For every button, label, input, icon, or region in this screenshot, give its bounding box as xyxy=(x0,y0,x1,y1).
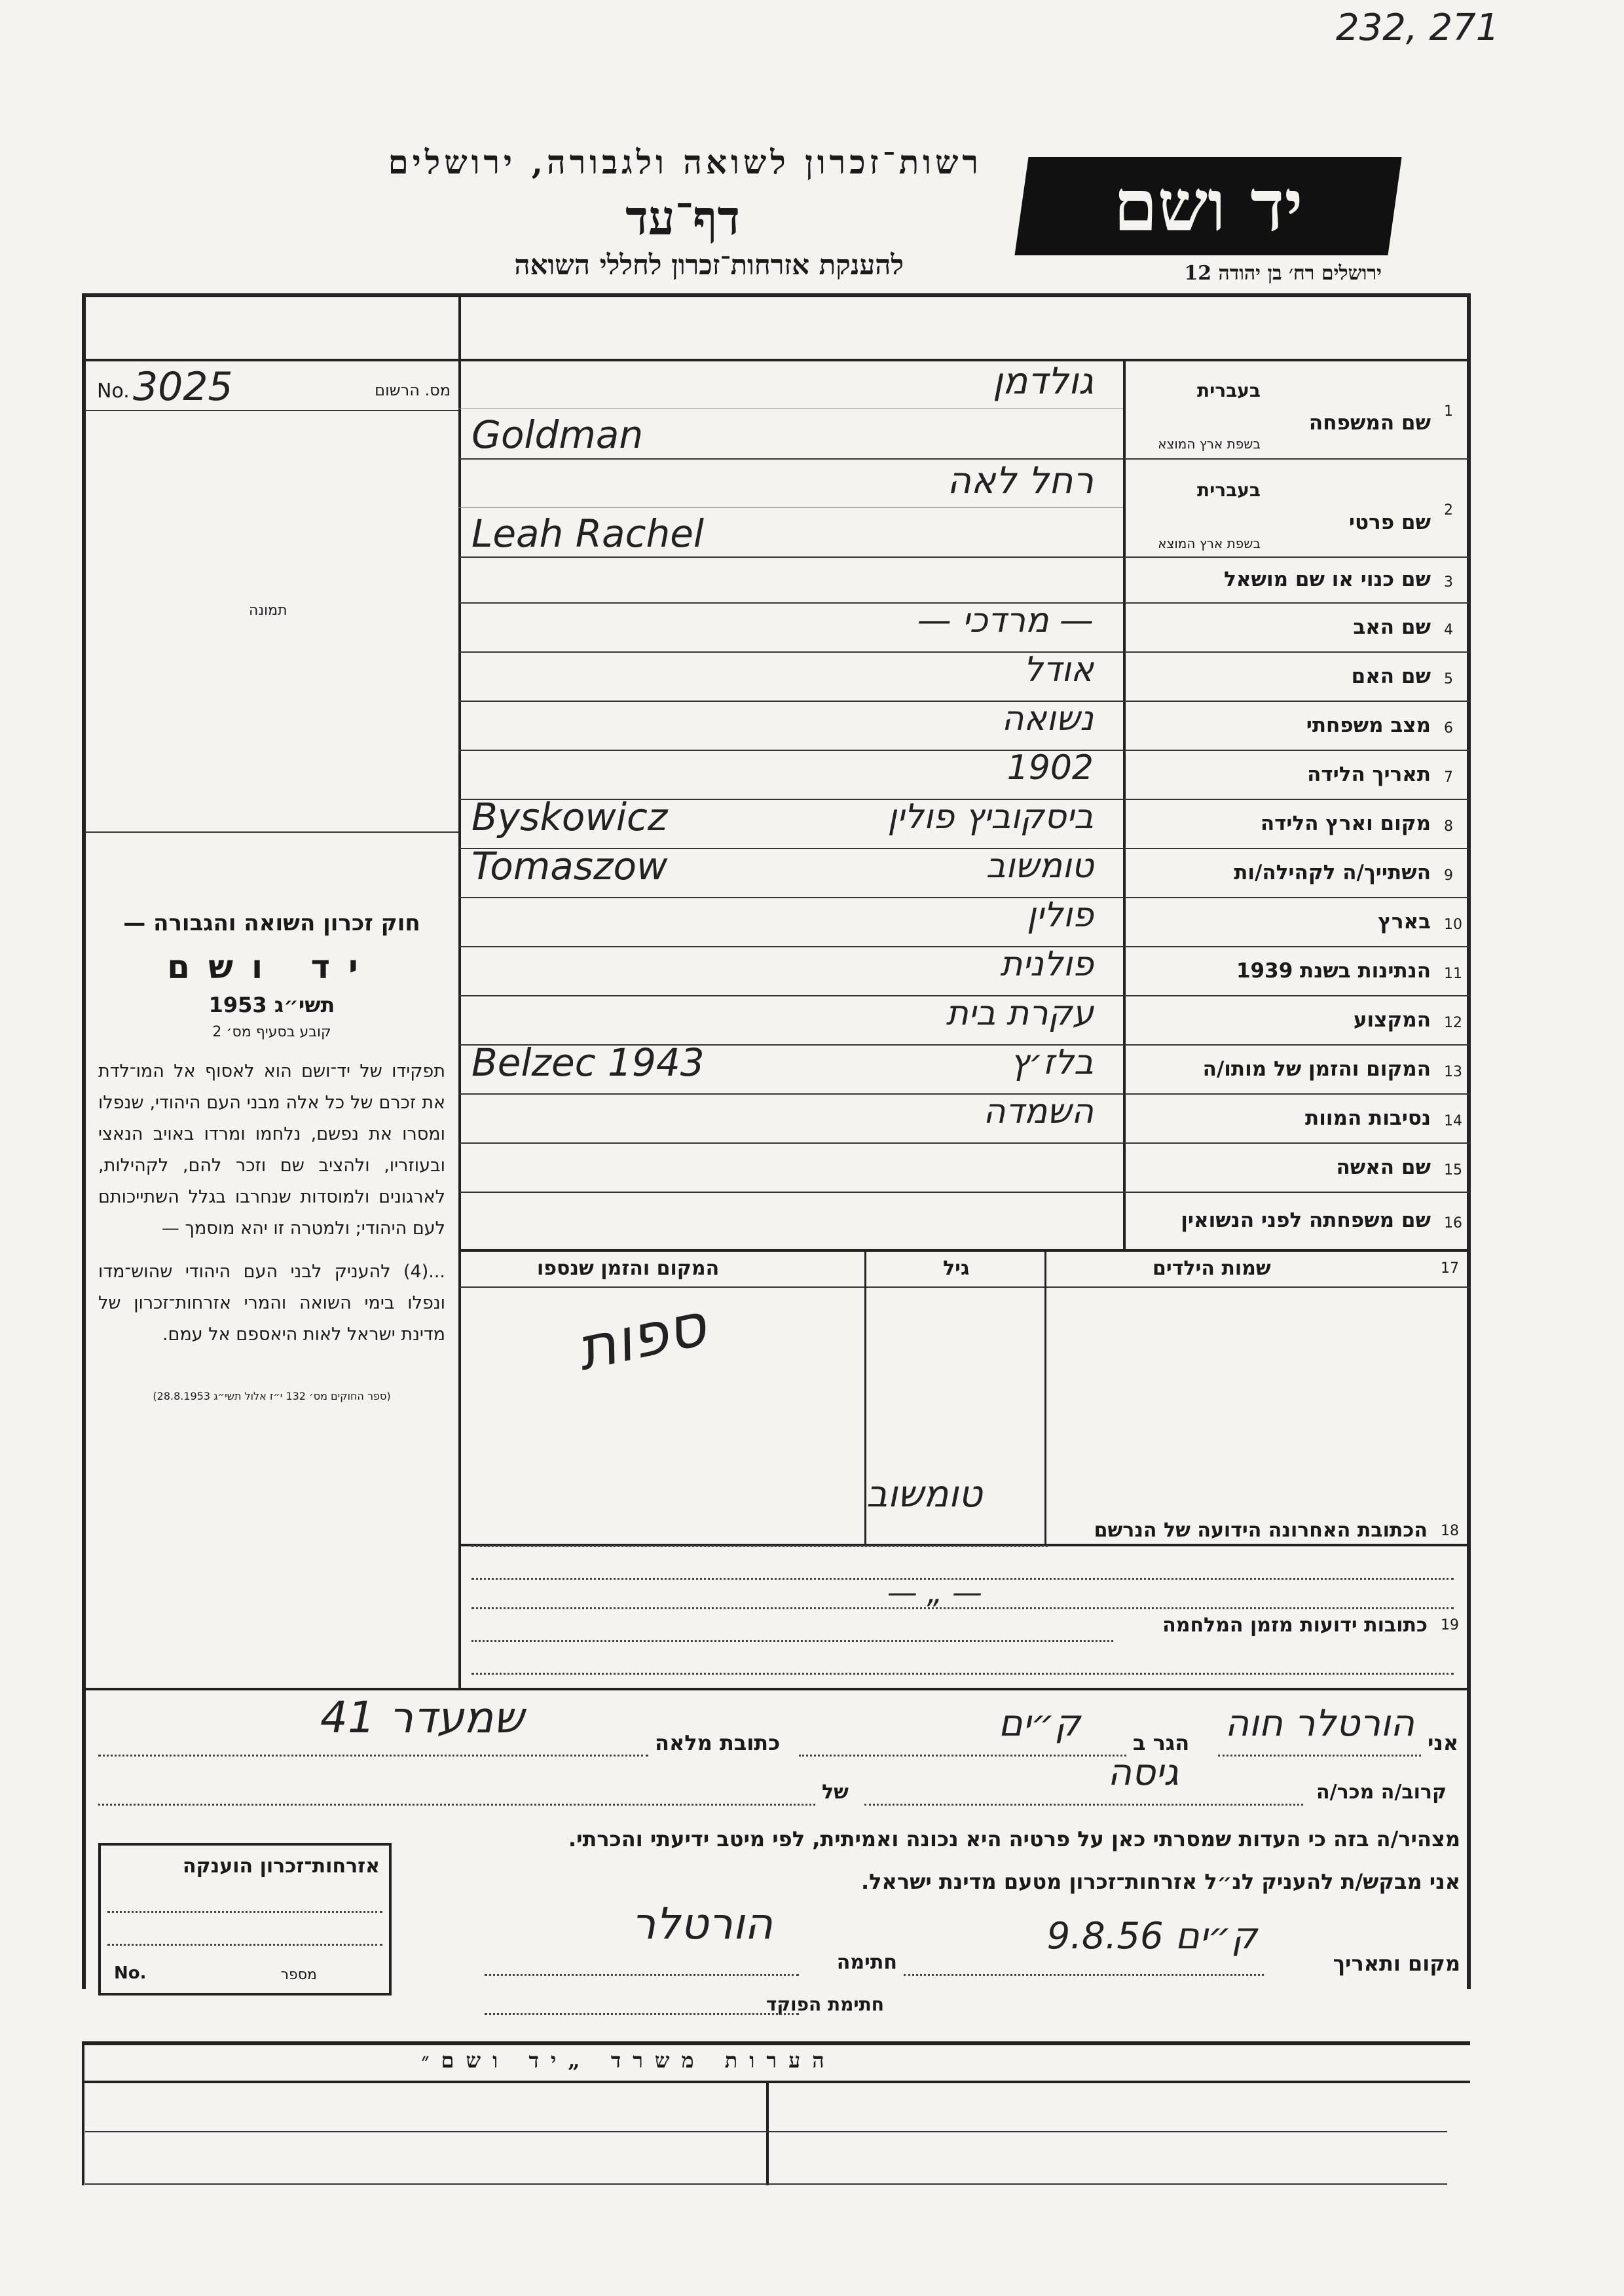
law-citation: (ספר החוקים מס׳ 132 י״ז אלול תשי״ג 28.8.1953) xyxy=(153,1390,391,1402)
field-value[interactable]: השמדה xyxy=(983,1091,1094,1131)
field-value[interactable]: טומשוב xyxy=(986,846,1094,886)
decl-statement-2: אני מבקש/ת להעניק לנ״ל אזרחות־זכרון מטעם מדינת ישראל. xyxy=(861,1869,1460,1894)
field-sub-hebrew: בעברית xyxy=(1196,380,1261,401)
form-title: דף־עד xyxy=(625,190,740,246)
field-number: 12 xyxy=(1444,1014,1462,1031)
field-row-separator xyxy=(458,1142,1470,1144)
field-label: מצב משפחתי xyxy=(1306,713,1431,737)
field-number: 5 xyxy=(1444,670,1453,687)
field-value[interactable]: עקרת בית xyxy=(946,993,1094,1033)
children-handwritten-note[interactable]: ספות xyxy=(570,1290,712,1385)
law-title: חוק זכרון השואה והגבורה — xyxy=(123,910,420,936)
decl-place-date: מקום ותאריך xyxy=(1333,1951,1460,1976)
field-number-17: 17 xyxy=(1441,1260,1459,1277)
field-value[interactable]: ביסקוביץ פולין xyxy=(887,797,1094,837)
law-body: תפקידו של יד־ושם הוא לאסוף אל המו־לדת את זכרם של כל אלה מבני העם היהודי, שנפלו ומסרו את נפשם, נלחמו ומרדו באויב הנאצי ובעוזריו, ולהציב שם וזכר להם, לקהילות, לארגונים ולמוסדות שנחרבו בגלל השתייכותם לעם היהודי; ולמטרה זו יהא מוסמך — xyxy=(98,1061,445,1239)
field-value-latin[interactable]: Leah Rachel xyxy=(471,511,705,556)
field-number: 3 xyxy=(1444,574,1453,591)
field-label: תאריך הלידה xyxy=(1307,762,1431,786)
declarant-relation[interactable]: גיסה xyxy=(1107,1751,1179,1794)
field-label: השתייך/ה לקהילה/ות xyxy=(1234,860,1431,884)
law-clause: ...(4) להעניק לבני העם היהודי שהוש־מדו ונפלו בימי השואה והמרי אזרחות־זכרון של מדינת ישראל לאות היאספם אל עמם. xyxy=(98,1262,445,1345)
field-label: נסיבות המוות xyxy=(1305,1106,1431,1130)
field-number: 1 xyxy=(1444,403,1453,420)
corner-note: 232, 271 xyxy=(1336,7,1500,49)
field-value[interactable]: נשואה xyxy=(1001,699,1094,738)
field-number: 9 xyxy=(1444,867,1453,884)
decl-statement-1: מצהיר/ה בזה כי העדות שמסרתי כאן על פרטיה היא נכונה ואמיתית, לפי מיטב ידיעתי והכרתי. xyxy=(568,1827,1460,1851)
decl-ani: אני xyxy=(1428,1730,1459,1755)
field-value-latin[interactable]: Goldman xyxy=(471,412,644,457)
field-number: 6 xyxy=(1444,720,1453,737)
declarant-city[interactable]: ק״ים xyxy=(998,1702,1080,1745)
field-inner-separator xyxy=(458,507,1123,508)
registration-number: 3025 xyxy=(133,364,233,410)
address-line: ירושלים רח׳ בן יהודה 12 xyxy=(1184,262,1382,285)
wartime-address-label: כתובות ידועות מזמן המלחמה xyxy=(1162,1614,1428,1637)
field-row-separator xyxy=(458,556,1470,558)
field-value[interactable]: אודל xyxy=(1024,649,1094,689)
declarant-name[interactable]: הורטלר חוה xyxy=(1225,1702,1414,1745)
citizenship-prefix: No. xyxy=(114,1963,147,1983)
form-subtitle: להענקת אזרחות־זכרון לחללי השואה xyxy=(514,249,904,281)
photo-placeholder-label: תמונה xyxy=(249,602,287,619)
field-label: בארץ xyxy=(1378,909,1431,934)
citizenship-box xyxy=(98,1843,392,1995)
field-label: הנתינות בשנת 1939 xyxy=(1236,958,1431,983)
decl-resides: הגר ב xyxy=(1133,1730,1190,1755)
field-row-separator xyxy=(458,1192,1470,1193)
office-notes-title: הערות משרד „יד ושם״ xyxy=(421,2048,836,2073)
law-year: תשי״ג 1953 xyxy=(208,993,335,1017)
field-number: 4 xyxy=(1444,621,1453,638)
field-value[interactable]: פולין xyxy=(1027,895,1094,935)
field-value-latin[interactable]: Byskowicz xyxy=(471,794,668,839)
last-address-label: הכתובת האחרונה הידועה של הנרשם xyxy=(1094,1519,1428,1542)
citizenship-title: אזרחות־זכרון הוענקה xyxy=(182,1855,380,1878)
field-value[interactable]: פולנית xyxy=(1000,944,1094,984)
field-number: 14 xyxy=(1444,1112,1462,1129)
field-value[interactable]: רחל לאה xyxy=(947,460,1094,502)
field-value-latin[interactable]: Tomaszow xyxy=(471,843,668,888)
field-sub-origin: בשפת ארץ המוצא xyxy=(1158,536,1261,551)
field-number: 2 xyxy=(1444,502,1453,519)
field-label: שם האשה xyxy=(1336,1155,1431,1179)
decl-of: של xyxy=(822,1781,849,1804)
field-value[interactable]: בלז׳ץ xyxy=(1010,1042,1094,1082)
field-label: שם משפחתה לפני הנשואין xyxy=(1181,1209,1431,1232)
wartime-address-value[interactable]: — „ — xyxy=(887,1575,982,1610)
law-box xyxy=(98,910,445,1402)
field-label: שם האם xyxy=(1351,664,1431,688)
field-value[interactable]: — מרדכי — xyxy=(917,600,1094,640)
field-label: שם פרטי xyxy=(1348,511,1431,534)
decl-signature: חתימה xyxy=(836,1951,897,1974)
field-number: 16 xyxy=(1444,1215,1462,1231)
field-label: המקום והזמן של מותו/ה xyxy=(1202,1057,1431,1081)
last-address-value[interactable]: טומשוב xyxy=(866,1473,982,1516)
field-number: 7 xyxy=(1444,769,1453,786)
field-number-18: 18 xyxy=(1441,1523,1459,1539)
field-number: 15 xyxy=(1444,1161,1462,1178)
field-number-19: 19 xyxy=(1441,1617,1459,1633)
place-date-value[interactable]: ק״ים 9.8.56 xyxy=(1046,1915,1257,1958)
field-number: 8 xyxy=(1444,818,1453,835)
decl-officer-signature: חתימת הפוקד xyxy=(766,1994,884,2015)
field-sub-origin: בשפת ארץ המוצא xyxy=(1158,436,1261,452)
field-value[interactable]: 1902 xyxy=(1006,748,1094,788)
field-label: שם המשפחה xyxy=(1308,411,1431,435)
field-sub-hebrew: בעברית xyxy=(1196,479,1261,501)
declarant-address[interactable]: שמעדר 41 xyxy=(320,1692,524,1743)
field-number: 11 xyxy=(1444,965,1462,982)
law-name: יד ושם xyxy=(167,948,377,986)
yad-vashem-logo: יד ושם xyxy=(1014,157,1401,255)
citizenship-number-label: מספר xyxy=(280,1967,317,1983)
field-number: 10 xyxy=(1444,916,1462,933)
field-value[interactable]: גולדמן xyxy=(992,360,1094,403)
decl-relative: קרוב/ה מכר/ה xyxy=(1316,1781,1447,1804)
declarant-signature[interactable]: הורטלר xyxy=(631,1899,773,1949)
field-number: 13 xyxy=(1444,1063,1462,1080)
field-label: המקצוע xyxy=(1353,1008,1431,1032)
children-col-place-time: המקום והזמן שנספו xyxy=(537,1257,720,1280)
field-label: מקום וארץ הלידה xyxy=(1260,811,1431,835)
registration-row: No. 3025 מס. הרשום xyxy=(97,364,451,410)
institution-title: רשות־זכרון לשואה ולגבורה, ירושלים xyxy=(388,143,982,181)
field-value-latin[interactable]: Belzec 1943 xyxy=(471,1040,705,1085)
law-section: קובע בסעיף מס׳ 2 xyxy=(212,1024,331,1040)
field-label: שם האב xyxy=(1353,615,1431,639)
children-col-names: שמות הילדים xyxy=(1153,1257,1271,1280)
field-label: שם כנוי או שם מושאל xyxy=(1224,568,1431,591)
decl-full-address: כתובת מלאה xyxy=(655,1730,781,1755)
children-col-age: גיל xyxy=(943,1257,970,1280)
